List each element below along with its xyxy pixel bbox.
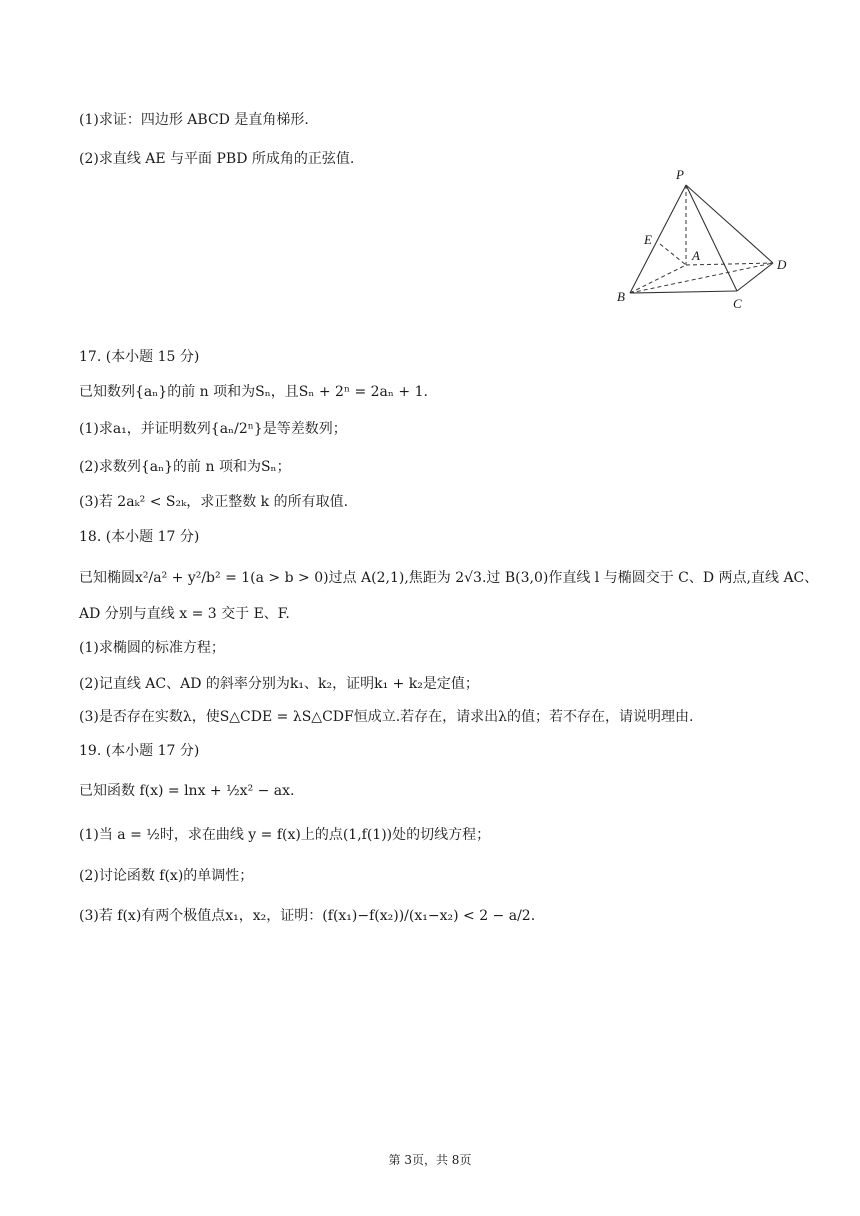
q19-part3: (3)若 f(x)有两个极值点x₁，x₂，证明：(f(x₁)−f(x₂))/(x₁−x₂) < 2 − a/2. — [79, 908, 536, 924]
q19-part1: (1)当 a = ½时，求在曲线 y = f(x)上的点(1,f(1))处的切线方程； — [79, 827, 491, 843]
edge-BC — [630, 291, 737, 293]
edge-BA — [630, 265, 686, 293]
edge-PB — [630, 185, 686, 293]
edge-PC — [686, 185, 737, 291]
label-P: P — [676, 167, 684, 182]
q16-part1: (1)求证：四边形 ABCD 是直角梯形. — [79, 112, 309, 128]
label-C: C — [733, 296, 742, 311]
q19-part2: (2)讨论函数 f(x)的单调性； — [79, 868, 254, 884]
label-E: E — [644, 232, 652, 247]
q19-heading: 19. (本小题 17 分) — [79, 743, 200, 759]
q18-part2: (2)记直线 AC、AD 的斜率分别为k₁、k₂，证明k₁ + k₂是定值； — [79, 676, 479, 692]
q17-part3: (3)若 2aₖ² < S₂ₖ，求正整数 k 的所有取值. — [79, 494, 349, 510]
q18-stem-line2: AD 分别与直线 x = 3 交于 E、F. — [79, 606, 290, 622]
q17-part1: (1)求a₁，并证明数列{aₙ/2ⁿ}是等差数列； — [79, 421, 347, 437]
label-B: B — [617, 289, 625, 304]
q18-part3: (3)是否存在实数λ，使S△CDE = λS△CDF恒成立.若存在，请求出λ的值；若不存在，请说明理由. — [79, 709, 694, 725]
q18-stem-line1: 已知椭圆x²/a² + y²/b² = 1(a > b > 0)过点 A(2,1),焦距为 2√3.过 B(3,0)作直线 l 与椭圆交于 C、D 两点,直线 AC、 — [79, 570, 819, 586]
q17-heading: 17. (本小题 15 分) — [79, 349, 200, 365]
pyramid-figure — [600, 165, 810, 315]
q17-part2: (2)求数列{aₙ}的前 n 项和为Sₙ； — [79, 459, 291, 475]
q19-stem: 已知函数 f(x) = lnx + ½x² − ax. — [79, 783, 295, 799]
edge-EA — [660, 244, 686, 265]
edge-BD — [630, 263, 773, 293]
page-footer: 第 3页，共 8页 — [388, 1153, 472, 1167]
edge-AD — [686, 263, 773, 265]
q16-part2: (2)求直线 AE 与平面 PBD 所成角的正弦值. — [79, 151, 355, 167]
q18-heading: 18. (本小题 17 分) — [79, 529, 200, 545]
q18-part1: (1)求椭圆的标准方程； — [79, 640, 225, 656]
label-A: A — [692, 248, 700, 263]
label-D: D — [777, 257, 787, 272]
q17-stem: 已知数列{aₙ}的前 n 项和为Sₙ，且Sₙ + 2ⁿ = 2aₙ + 1. — [79, 384, 428, 400]
